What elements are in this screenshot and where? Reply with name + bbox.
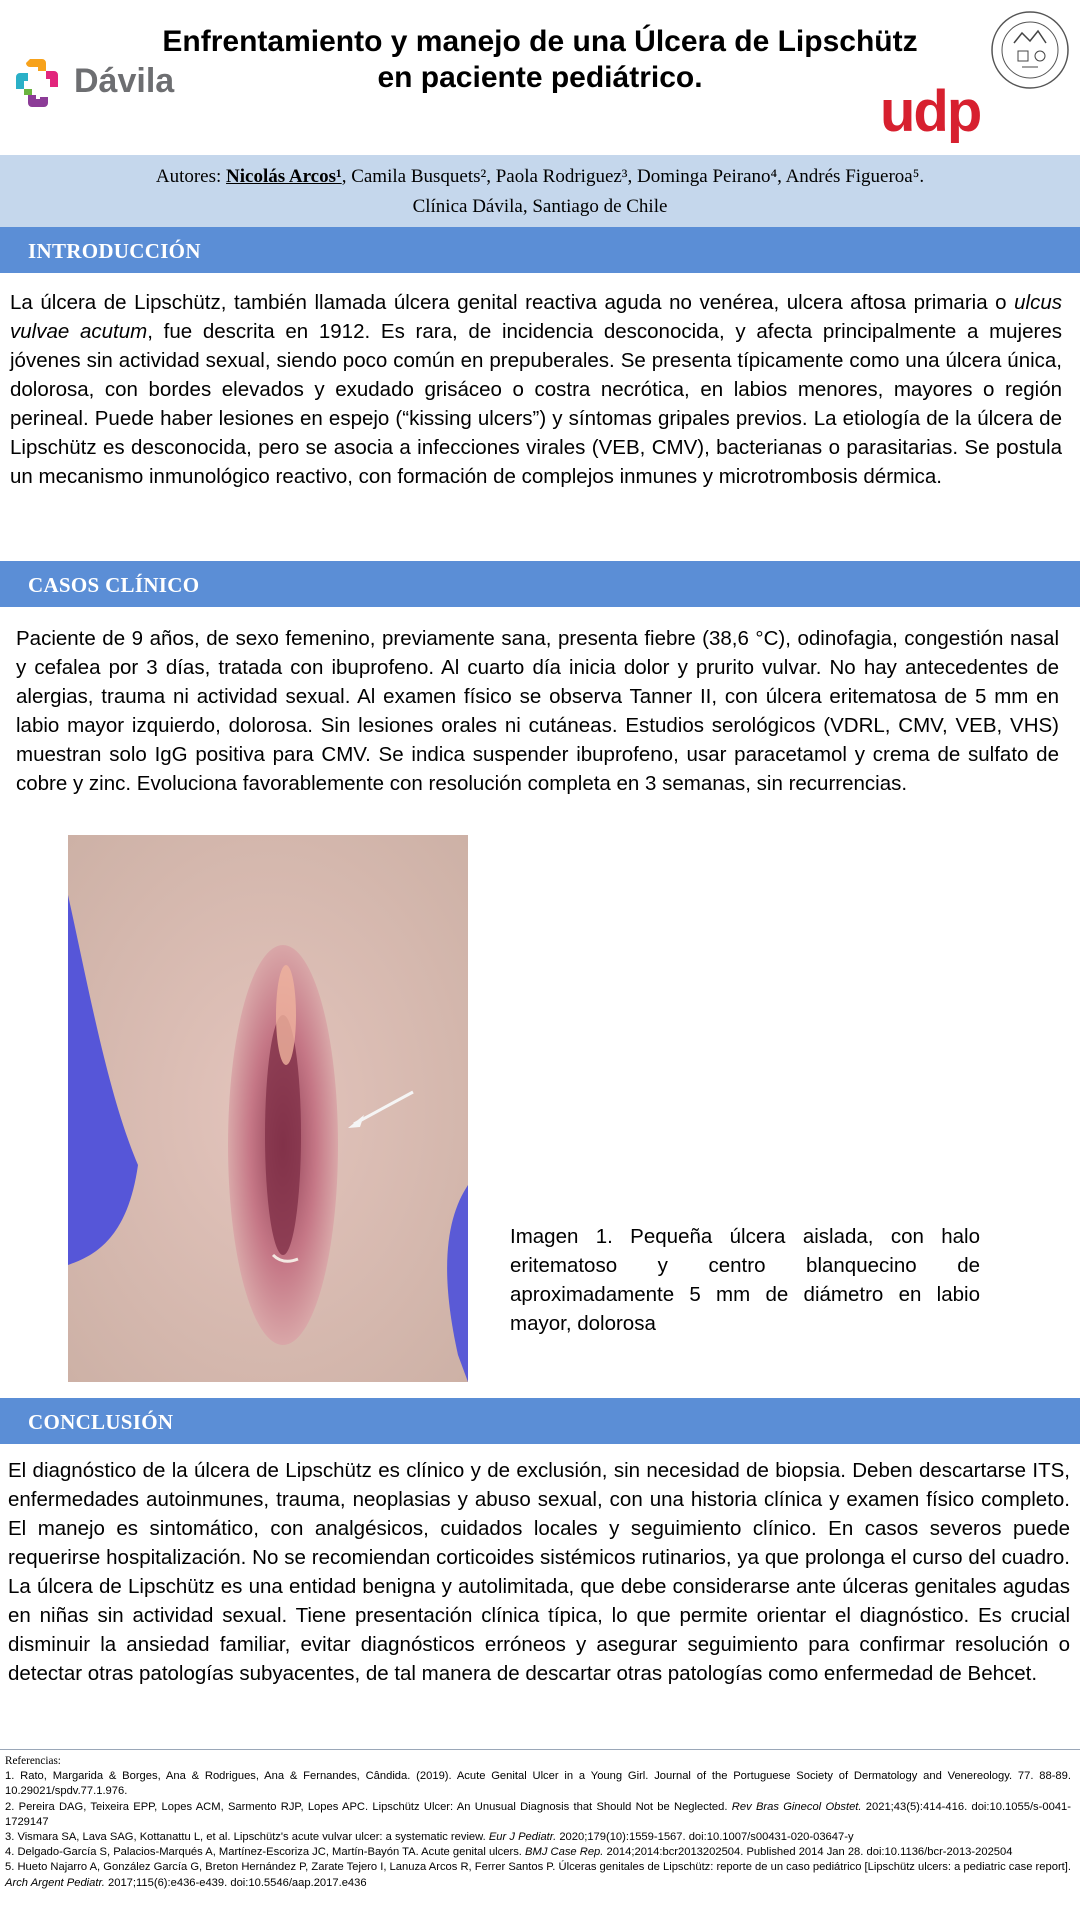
case-section-title: CASOS CLÍNICO — [28, 573, 200, 597]
university-seal-icon — [988, 5, 1072, 99]
references-heading: Referencias: — [5, 1755, 61, 1767]
reference-4 — [5, 1845, 1071, 1860]
references — [5, 1754, 1071, 1891]
affiliation: Clínica Dávila, Santiago de Chile — [412, 196, 668, 217]
conclusion-paragraph: El diagnóstico de la úlcera de Lipschütz es clínico y de exclusión, sin necesidad de biopsia. Deben descartarse ITS, enfermedades autoinmunes, trauma, neoplasias y abuso sexual, con una historia clínica y examen físico completo. El manejo es sintomático, con analgésicos, cuidados locales y seguimiento clínico. En casos severos puede requerirse hospitalización. No se recomiendan corticoides sistémicos rutinarios, ya que prolonga el curso del cuadro. La úlcera de Lipschütz es una entidad benigna y autolimitada, que debe considerarse ante úlceras genitales agudas en niñas sin actividad sexual. Tiene presentación clínica típica, lo que permite orientar el diagnóstico. Es crucial disminuir la ansiedad familiar, evitar diagnósticos erróneos y asegurar seguimiento para confirmar resolución o detectar otras patologías subyacentes, de tal manera de descartar otras patologías como enfermedad de Behcet. — [8, 1459, 1070, 1685]
reference-5-journal: Arch Argent Pediatr. — [5, 1876, 105, 1889]
reference-4-details: 2014;2014:bcr2013202504. Published 2014 Jan 28. doi:10.1136/bcr-2013-202504 — [603, 1846, 1013, 1859]
reference-5-details: 2017;115(6):e436-e439. doi:10.5546/aap.2017.e436 — [104, 1876, 367, 1889]
conclusion-section-title: CONCLUSIÓN — [28, 1410, 174, 1434]
reference-2-details: 2021;43(5):414-416. doi:10.1055/s-0041-1729147 — [5, 1800, 1071, 1828]
case-section-header — [0, 561, 1080, 607]
intro-text-part-1: La úlcera de Lipschütz, también llamada úlcera genital reactiva aguda no venérea, ulcera aftosa primaria o — [10, 291, 1015, 314]
reference-2 — [5, 1800, 1071, 1830]
reference-1: 1. Rato, Margarida & Borges, Ana & Rodrigues, Ana & Fernandes, Cândida. (2019). Acute Genital Ulcer in a Young Girl. Journal of the Portuguese Society of Dermatology and Venereology. 77. 88-89. 10.29021/spdv.77.1.976. — [5, 1770, 1071, 1798]
poster-title — [150, 24, 930, 96]
intro-text-italic: ulcus vulvae acutum — [10, 291, 1062, 343]
reference-3 — [5, 1830, 1071, 1845]
title-line-2: en paciente pediátrico. — [377, 61, 703, 94]
davila-logo-text: Dávila — [74, 62, 175, 100]
title-line-1: Enfrentamiento y manejo de una Úlcera de Lipschütz — [162, 25, 918, 58]
authors-line — [0, 166, 1080, 188]
references-divider — [0, 1749, 1080, 1750]
image-caption: Imagen 1. Pequeña úlcera aislada, con halo eritematoso y centro blanquecino de aproximadamente 5 mm de diámetro en labio mayor, dolorosa — [510, 1225, 980, 1335]
reference-5-text: 5. Hueto Najarro A, González García G, Breton Hernández P, Zarate Tejero I, Lanuza Arcos R, Ferrer Santos P. Úlceras genitales de Lipschütz: reporte de un caso pediátrico [Lipschütz ulcers: a pediatric case report]. — [5, 1861, 1071, 1874]
reference-4-text: 4. Delgado-García S, Palacios-Marqués A, Martínez-Escoriza JC, Martín-Bayón TA. Acute genital ulcers. — [5, 1846, 526, 1859]
intro-section-title: INTRODUCCIÓN — [28, 239, 201, 263]
reference-2-text: 2. Pereira DAG, Teixeira EPP, Lopes ACM, Sarmento RJP, Lopes APC. Lipschütz Ulcer: An Unusual Diagnosis that Should Not be Neglected. — [5, 1800, 732, 1813]
reference-3-journal: Eur J Pediatr. — [488, 1831, 557, 1844]
first-author: Nicolás Arcos¹ — [226, 166, 342, 187]
intro-text-part-2: , fue descrita en 1912. Es rara, de incidencia desconocida, y afecta principalmente a mujeres jóvenes sin actividad sexual, siendo poco común en prepuberales. Se presenta típicamente como una úlcera única, dolorosa, con bordes elevados y exudado grisáceo o costra necrótica, en labios menores, mayores o región perineal. Puede haber lesiones en espejo (“kissing ulcers”) y síntomas gripales previos. La etiología de la úlcera de Lipschütz es desconocida, pero se asocia a infecciones virales (VEB, CMV), bacterianas o parasitarias. Se postula un mecanismo inmunológico reactivo, con formación de complejos inmunes y microtrombosis dérmica. — [10, 320, 1062, 488]
intro-paragraph — [10, 288, 1062, 491]
authors-prefix: Autores: — [155, 166, 227, 187]
reference-2-journal: Rev Bras Ginecol Obstet. — [731, 1800, 862, 1813]
conclusion-section-header — [0, 1398, 1080, 1444]
clinical-photo — [68, 835, 468, 1382]
case-paragraph: Paciente de 9 años, de sexo femenino, previamente sana, presenta fiebre (38,6 °C), odinofagia, congestión nasal y cefalea por 3 días, tratada con ibuprofeno. Al cuarto día inicia dolor y prurito vulvar. No hay antecedentes de alergias, trauma ni actividad sexual. Al examen físico se observa Tanner II, con úlcera eritematosa de 5 mm en labio mayor izquierdo, dolorosa. Sin lesiones orales ni cutáneas. Estudios serológicos (VDRL, CMV, VEB, VHS) muestran solo IgG positiva para CMV. Se indica suspender ibuprofeno, usar paracetamol y crema de sulfato de cobre y zinc. Evoluciona favorablemente con resolución completa en 3 semanas, sin recurrencias. — [16, 627, 1059, 795]
reference-3-text: 3. Vismara SA, Lava SAG, Kottanattu L, et al. Lipschütz's acute vulvar ulcer: a systematic review. — [5, 1831, 489, 1844]
reference-3-details: 2020;179(10):1559-1567. doi:10.1007/s00431-020-03647-y — [556, 1831, 854, 1844]
udp-logo: udp — [880, 79, 981, 144]
reference-4-journal: BMJ Case Rep. — [525, 1846, 604, 1859]
other-authors: , Camila Busquets², Paola Rodriguez³, Dominga Peirano⁴, Andrés Figueroa⁵. — [341, 166, 925, 187]
intro-section-header — [0, 227, 1080, 273]
reference-5 — [5, 1860, 1071, 1890]
